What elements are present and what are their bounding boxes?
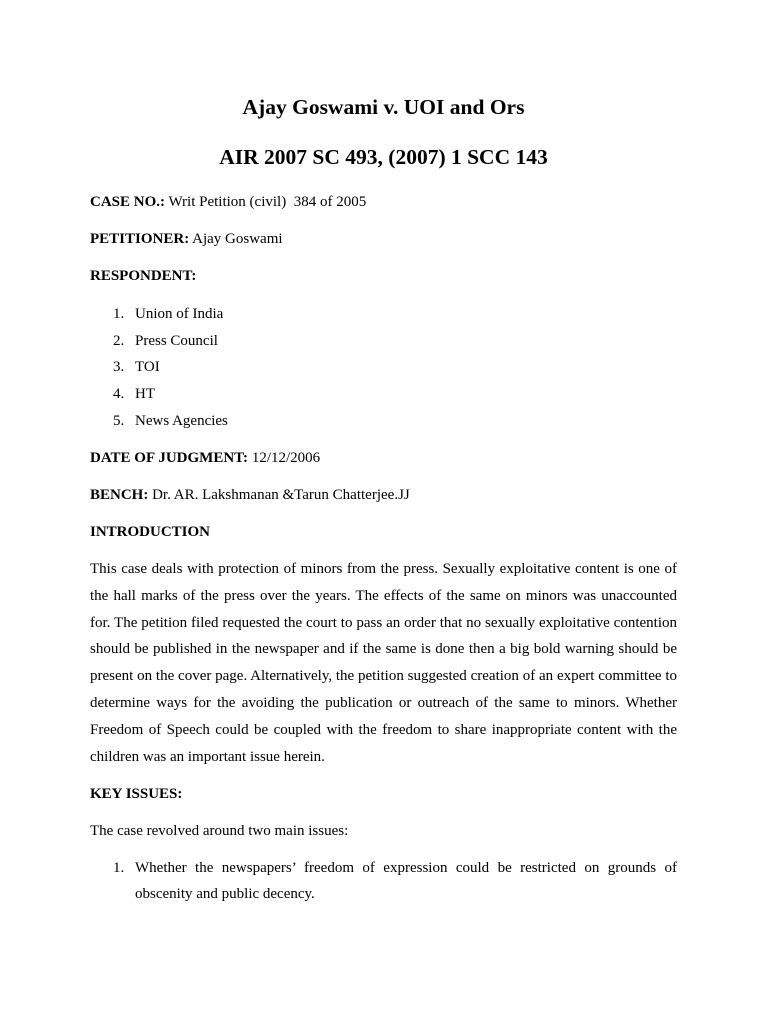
- list-item-text: News Agencies: [135, 412, 228, 429]
- bench-line: [90, 485, 410, 505]
- list-item-text: TOI: [135, 359, 160, 376]
- list-item-text: HT: [135, 386, 155, 403]
- key-issues-intro: The case revolved around two main issues:: [90, 823, 349, 839]
- list-item: [90, 354, 228, 381]
- date-of-judgment-line: [90, 448, 320, 468]
- introduction-heading: INTRODUCTION: [90, 524, 211, 540]
- respondent-label: RESPONDENT:: [90, 268, 197, 284]
- key-issue-text: Whether the newspapers’ freedom of expression could be restricted on grounds of obscenity and public decency.: [135, 860, 677, 902]
- list-number: 2.: [113, 332, 125, 349]
- list-item: [90, 408, 228, 435]
- list-number: 4.: [113, 386, 125, 403]
- case-no-value: Writ Petition (civil) 384 of 2005: [168, 194, 367, 210]
- case-no-line: [90, 192, 366, 212]
- list-item-text: Press Council: [135, 332, 218, 349]
- list-item: [90, 301, 228, 328]
- list-number: 3.: [113, 359, 125, 376]
- list-number: 1.: [113, 306, 125, 322]
- list-number: 1.: [113, 860, 125, 876]
- list-item: [90, 381, 228, 408]
- list-item-text: Union of India: [135, 306, 224, 322]
- case-no-label: CASE NO.:: [90, 194, 166, 210]
- date-of-judgment-value: 12/12/2006: [251, 450, 321, 466]
- petitioner-value: Ajay Goswami: [192, 231, 283, 247]
- bench-value: Dr. AR. Lakshmanan &Tarun Chatterjee.JJ: [152, 487, 410, 503]
- list-number: 5.: [113, 412, 125, 429]
- key-issues-heading: KEY ISSUES:: [90, 786, 183, 802]
- bench-label: BENCH:: [90, 487, 149, 503]
- introduction-paragraph: This case deals with protection of minors from the press. Sexually exploitative content is one of the hall marks of the press over the years. The effects of the same on minors was unaccounted for. The petition filed requested the court to pass an order that no sexually exploitative contention should be published in the newspaper and if the same is done then a big bold warning should be present on the cover page. Alternatively, the petition suggested creation of an expert committee to determine ways for the avoiding the publication or outreach of the same to minors. Whether Freedom of Speech could be coupled with the freedom to share inappropriate content with the children was an important issue herein.: [90, 561, 677, 765]
- case-title: Ajay Goswami v. UOI and Ors: [242, 95, 525, 119]
- petitioner-line: [90, 229, 283, 249]
- key-issue-item: [90, 855, 677, 907]
- petitioner-label: PETITIONER:: [90, 231, 190, 247]
- case-citation: AIR 2007 SC 493, (2007) 1 SCC 143: [219, 145, 548, 169]
- list-item: [90, 328, 228, 355]
- date-of-judgment-label: DATE OF JUDGMENT:: [90, 450, 249, 466]
- respondent-list: [90, 301, 228, 435]
